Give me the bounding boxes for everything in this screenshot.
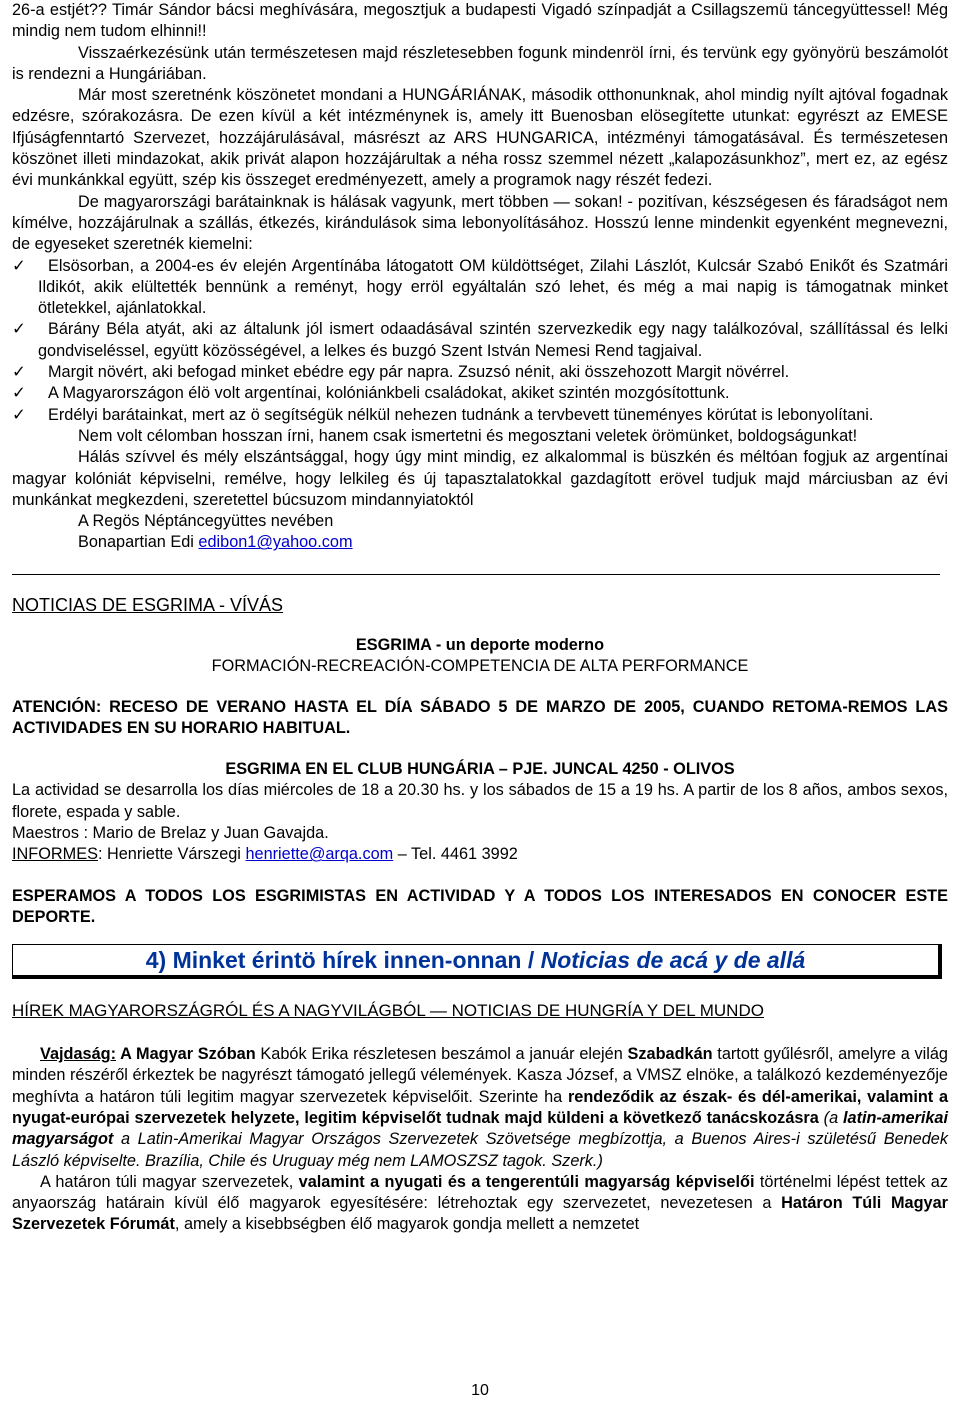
- news-note: a Latin-Amerikai Magyar Országos Szervezetek Szövetsége megbízottja, a Buenos Aires-i születésű Benedek László képviselte. Brazília, Chile és Uruguay még nem LAMOSZSZ tagok. Szerk.): [12, 1130, 948, 1170]
- informes-tel: – Tel. 4461 3992: [393, 845, 518, 864]
- check-item: [12, 319, 948, 362]
- news-note-bold: latin-amerikai magyarságot: [12, 1108, 949, 1149]
- esgrima-title: ESGRIMA - un deporte moderno: [355, 635, 605, 654]
- section-title-esgrima: NOTICIAS DE ESGRIMA - VÍVÁS: [12, 594, 284, 615]
- news-source: A Magyar Szóban: [116, 1045, 256, 1064]
- paragraph-farewell: Hálás szívvel és mély elszántsággal, hogy úgy mint mindig, ez alkalommal is büszkén és méltóan fogjuk az argentínai magyar kolóniát képviselni, remélve, hogy lelkileg és új tapasztalatokkal gazdagított erövel tudjuk majd márciusban az évi munkánkat megkezdeni, szeretettel búcsuzom mindannyiatoktól: [12, 448, 948, 509]
- document-page: [12, 0, 948, 1236]
- news-place: Szabadkán: [627, 1045, 713, 1064]
- check-item: [12, 405, 948, 426]
- informes-email-link[interactable]: henriette@arqa.com: [245, 845, 394, 864]
- news-text: Kabók Erika részletesen beszámol a január elején: [255, 1045, 628, 1064]
- banner-text-hu: 4) Minket érintö hírek innen-onnan /: [145, 946, 535, 973]
- check-icon: ✓: [12, 384, 26, 403]
- signature-name: Bonapartian Edi: [78, 533, 194, 552]
- esgrima-esperamos: ESPERAMOS A TODOS LOS ESGRIMISTAS EN ACTIVIDAD Y A TODOS LOS INTERESADOS EN CONOCER ESTE DEPORTE.: [12, 886, 948, 926]
- news-paragraph-vajdasag: [12, 1044, 948, 1172]
- check-item-text: Bárány Béla atyát, aki az általunk jól ismert odaadásával szintén szervezkedik egy nagy találkozóval, szállítással és lelki gondviseléssel, együtt közösségével, a lelkes és buzgó Szent István Nemesi Rend tagjaival.: [38, 320, 948, 360]
- check-icon: ✓: [12, 256, 26, 275]
- signature-name-line: [12, 532, 948, 553]
- page-number: 10: [471, 1382, 489, 1399]
- paragraph-thanks: Már most szeretnénk köszönetet mondani a HUNGÁRIÁNAK, második otthonunknak, ahol mindig nyílt ajtóval fogadnak edzésre, szórakozásra. De ezen kívül a két intézménynek is, amely itt Buenosban elösegítette utunkat: egyrészt az EMESE Ifjúságfenntartó Szervezet, hozzájárulásával, másrészt az ARS HUNGARICA, intézményi támogatásával. És természetesen köszönet illeti mindazokat, akik privát alapon hozzájárultak a néha rossz szemmel nézett „kalapozásunkhoz”, mert ez, az egész évi munkánkkal együtt, szép kis összeget eredményezett, amely a programok nagy részét fedezi.: [12, 86, 948, 190]
- check-icon: ✓: [12, 363, 26, 382]
- news-highlight: Határon Túli Magyar Szervezetek Fórumát: [12, 1194, 948, 1234]
- news-region-label: Vajdaság:: [40, 1045, 117, 1064]
- news-note: (a: [818, 1108, 844, 1127]
- check-item-text: A Magyarországon élö volt argentínai, kolóniánkbeli családokat, akiket szintén mozgósítottunk.: [48, 384, 730, 403]
- esgrima-atencion: ATENCIÓN: RECESO DE VERANO HASTA EL DÍA SÁBADO 5 DE MARZO DE 2005, CUANDO RETOMA-REMOS LAS ACTIVIDADES EN SU HORARIO HABITUAL.: [12, 697, 948, 738]
- check-item-text: Margit növért, aki befogad minket ebédre egy pár napra. Zsuzsó nénit, aki összehozott Margit növérrel.: [48, 363, 790, 382]
- divider: [12, 574, 940, 575]
- news-text: történelmi lépést tettek az anyaország határain kívül élő magyarok egyesítésére: létrehoztak egy szervezetet, nevezetesen a: [12, 1172, 948, 1213]
- paragraph-intro: 26-a estjét?? Timár Sándor bácsi meghívására, megosztjuk a budapesti Vigadó színpadját a Csillagszemü táncegyüttessel! Még mindig nem tudom elhinni!!: [12, 1, 948, 41]
- paragraph-friends: De magyarországi barátainknak is hálásak vagyunk, mert többen — sokan! - pozitívan, készségesen és fáradságot nem kímélve, hozzájárulnak a szállás, étkezés, kirándulások sima lebonyolításához. Hosszú lenne mindenkit egyenként megnevezni, de egyeseket szeretnék kiemelni:: [12, 192, 948, 254]
- news-text: , amely a kisebbségben élő magyarok gondja mellett a nemzetet: [174, 1215, 640, 1234]
- check-icon: ✓: [12, 320, 26, 339]
- check-icon: ✓: [12, 405, 26, 424]
- check-item: [12, 383, 948, 404]
- banner-text-es: Noticias de acá y de allá: [540, 946, 806, 973]
- news-highlight: rendeződik az észak- és dél-amerikai, valamint a nyugat-európai szervezetek helyzete, legitim képviselőt tudnak majd küldeni a következő tanácskozásra: [12, 1087, 948, 1127]
- news-text: tartott gyűlésről, amelyre a világ minden részéről érkeztek be nagyrészt támogató jellegű vélemények. Kasza József, a VMSZ elnöke, a találkozó kezdeményezője meghívta a határon túli legitim magyar szervezetek képviselőit. Szerinte ha: [12, 1045, 948, 1106]
- news-highlight: valamint a nyugati és a tengerentúli magyarság képviselői: [298, 1172, 755, 1191]
- paragraph-purpose: Nem volt célomban hosszan írni, hanem csak ismertetni és megosztani veletek örömünket, boldogságunkat!: [78, 426, 858, 445]
- news-heading: HÍREK MAGYARORSZÁGRÓL ÉS A NAGYVILÁGBÓL — NOTICIAS DE HUNGRÍA Y DEL MUNDO: [12, 1001, 764, 1021]
- esgrima-maestros: Maestros : Mario de Brelaz y Juan Gavajda.: [12, 823, 329, 842]
- email-link[interactable]: edibon1@yahoo.com: [198, 533, 353, 552]
- informes-label: INFORMES: [12, 845, 98, 864]
- informes-text: : Henriette Várszegi: [97, 845, 246, 864]
- news-text: A határon túli magyar szervezetek,: [40, 1172, 299, 1191]
- signature-group: A Regös Néptáncegyüttes nevében: [78, 512, 334, 531]
- paragraph-return: Visszaérkezésünk után természetesen majd részletesebben fogunk mindenröl írni, és tervünk egy gyönyörü beszámolót is rendezni a Hungáriában.: [12, 43, 948, 83]
- esgrima-club: ESGRIMA EN EL CLUB HUNGÁRIA – PJE. JUNCAL 4250 - OLIVOS: [225, 760, 735, 779]
- check-item-text: Elsösorban, a 2004-es év elején Argentínába látogatott OM küldöttséget, Zilahi Lászlót, Kulcsár Szabó Enikőt és Szatmári Ildikót, akik elültették bennünk a reményt, hogy erröl egyáltalán szó lehet, és még a mai napig is támogatnak minket ötletekkel, ajánlatokkal.: [38, 256, 948, 318]
- esgrima-subtitle: FORMACIÓN-RECREACIÓN-COMPETENCIA DE ALTA PERFORMANCE: [211, 656, 749, 675]
- esgrima-informes: [12, 844, 948, 865]
- section-banner: [12, 944, 942, 979]
- check-item: [12, 362, 948, 383]
- check-item-text: Erdélyi barátainkat, mert az ö segítségük nélkül nehezen tudnánk a tervbevett tüneményes körútat is lebonyolítani.: [48, 405, 874, 424]
- esgrima-actividad: La actividad se desarrolla los días miércoles de 18 a 20.30 hs. y los sábados de 15 a 19 hs. A partir de los 8 años, ambos sexos, florete, espada y sable.: [12, 781, 948, 821]
- news-paragraph-forum: [12, 1172, 948, 1236]
- check-item: [12, 256, 948, 320]
